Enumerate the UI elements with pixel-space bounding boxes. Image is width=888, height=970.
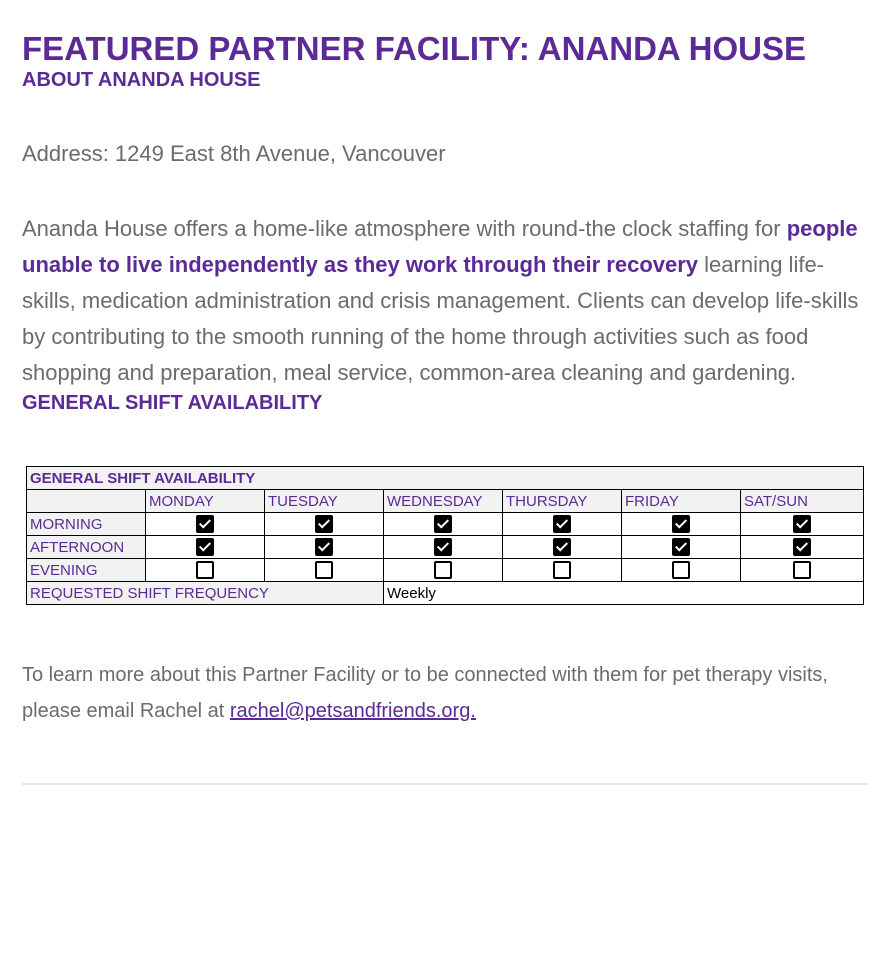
table-row: [27, 536, 864, 559]
shift-availability-table: [26, 466, 864, 605]
shift-checkbox[interactable]: [434, 561, 452, 579]
frequency-row: [27, 582, 864, 605]
frequency-label: REQUESTED SHIFT FREQUENCY: [27, 582, 384, 605]
table-corner-cell: [27, 490, 146, 513]
description-highlight: people unable to live independently as they work through their recovery: [22, 216, 858, 277]
shift-checkbox[interactable]: [434, 515, 452, 533]
shift-label: MORNING: [27, 513, 146, 536]
page-title: FEATURED PARTNER FACILITY: ANANDA HOUSE: [22, 30, 807, 67]
shift-checkbox[interactable]: [553, 538, 571, 556]
shift-checkbox[interactable]: [793, 538, 811, 556]
shift-availability-heading: GENERAL SHIFT AVAILABILITY: [22, 392, 323, 414]
table-caption-row: [27, 467, 864, 490]
description-rest: learning life-skills, medication administration and crisis management. Clients can develop life-skills by contributing to the smooth running of the home through activities such as food shopping and preparation, meal service, common-area cleaning and gardening.: [22, 252, 859, 385]
shift-checkbox[interactable]: [672, 561, 690, 579]
day-header: THURSDAY: [503, 490, 622, 513]
day-header: FRIDAY: [622, 490, 741, 513]
table-caption: GENERAL SHIFT AVAILABILITY: [27, 467, 864, 490]
day-header: WEDNESDAY: [384, 490, 503, 513]
shift-checkbox[interactable]: [672, 538, 690, 556]
description-lead: Ananda House offers a home-like atmosphere with round-the clock staffing for: [22, 216, 787, 241]
day-header: TUESDAY: [265, 490, 384, 513]
shift-checkbox[interactable]: [434, 538, 452, 556]
shift-checkbox[interactable]: [196, 538, 214, 556]
facility-address: Address: 1249 East 8th Avenue, Vancouver: [22, 141, 446, 166]
table-row: [27, 513, 864, 536]
footer-divider: [22, 783, 868, 785]
shift-label: AFTERNOON: [27, 536, 146, 559]
table-header-row: [27, 490, 864, 513]
shift-checkbox[interactable]: [553, 515, 571, 533]
shift-checkbox[interactable]: [315, 515, 333, 533]
table-row: [27, 559, 864, 582]
shift-checkbox[interactable]: [315, 538, 333, 556]
shift-checkbox[interactable]: [553, 561, 571, 579]
shift-checkbox[interactable]: [793, 561, 811, 579]
shift-checkbox[interactable]: [672, 515, 690, 533]
facility-description: [22, 211, 866, 391]
shift-checkbox[interactable]: [196, 515, 214, 533]
contact-text: To learn more about this Partner Facility or to be connected with them for pet therapy visits, please email Rachel at: [22, 664, 828, 722]
day-header: MONDAY: [146, 490, 265, 513]
contact-paragraph: [22, 657, 866, 729]
day-header: SAT/SUN: [741, 490, 864, 513]
email-link[interactable]: rachel@petsandfriends.org.: [229, 700, 476, 722]
about-heading: ABOUT ANANDA HOUSE: [22, 69, 261, 91]
shift-label: EVENING: [27, 559, 146, 582]
shift-checkbox[interactable]: [793, 515, 811, 533]
shift-checkbox[interactable]: [315, 561, 333, 579]
shift-checkbox[interactable]: [196, 561, 214, 579]
frequency-value: Weekly: [384, 582, 864, 605]
